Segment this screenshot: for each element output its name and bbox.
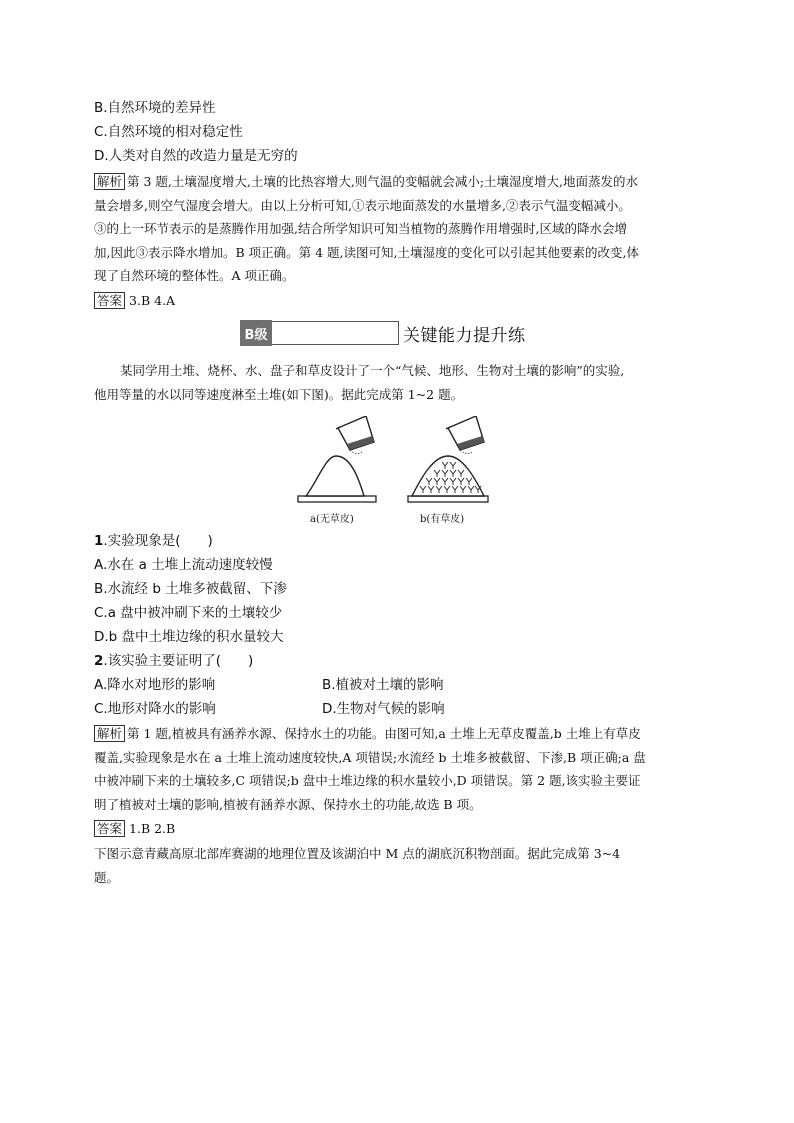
answer-value: 1.B 2.B xyxy=(129,821,176,836)
q1-option-d: D.b 盘中土堆边缘的积水量较大 xyxy=(94,629,284,645)
analysis-line: 解析 第 1 题,植被具有涵养水源、保持水土的功能。由图可知,a 土堆上无草皮覆盖,b 土堆上有草皮 xyxy=(94,722,700,746)
q1-option-b: B.水流经 b 土堆多被截留、下渗 xyxy=(94,581,287,597)
caption-a: a(无草皮) xyxy=(310,514,354,525)
answer-block-2 xyxy=(94,820,175,838)
q2-option-c: C.地形对降水的影响 xyxy=(94,701,216,717)
q1-option-c: C.a 盘中被冲刷下来的土壤较少 xyxy=(94,605,283,621)
analysis-tag: 解析 xyxy=(94,725,125,742)
mound-a-no-grass xyxy=(298,456,376,502)
option-b: B.自然环境的差异性 xyxy=(94,100,216,116)
q2-option-d: D.生物对气候的影响 xyxy=(322,701,445,717)
mound-b-with-grass xyxy=(408,456,488,502)
q2-options-row-2 xyxy=(94,700,594,718)
question-1: 1.实验现象是( ) xyxy=(94,533,213,549)
experiment-figure xyxy=(292,416,502,526)
analysis-line: 加,因此③表示降水增加。B 项正确。第 4 题,读图可知,土壤湿度的变化可以引起其他要素的改变,体 xyxy=(94,244,639,260)
analysis-line: 解析 第 3 题,土壤湿度增大,土壤的比热容增大,则气温的变幅就会减小;土壤湿度增大,地面蒸发的水 xyxy=(94,170,700,194)
analysis-tag: 解析 xyxy=(94,173,125,190)
analysis-line: 量会增多,则空气湿度会增大。由以上分析可知,①表示地面蒸发的水量增多,②表示气温变幅减小。 xyxy=(94,197,631,213)
section-bar xyxy=(272,321,399,345)
answer-tag: 答案 xyxy=(94,820,125,837)
option-d: D.人类对自然的改造力量是无穷的 xyxy=(94,148,298,164)
question-number: 2 xyxy=(94,653,104,669)
q2-options-row-1 xyxy=(94,676,594,694)
analysis-line: 覆盖,实验现象是水在 a 土堆上流动速度较快,A 项错误;水流经 b 土堆多被截留、下渗,B 项正确;a 盘 xyxy=(94,749,646,765)
answer-block-1 xyxy=(94,292,175,310)
stem-line: 题。 xyxy=(94,869,120,885)
q2-option-b: B.植被对土壤的影响 xyxy=(322,677,444,693)
caption-b: b(有草皮) xyxy=(420,514,465,525)
analysis-block-2 xyxy=(94,722,700,816)
answer-value: 3.B 4.A xyxy=(129,293,176,308)
question-number: 1 xyxy=(94,533,104,549)
stem-line: 他用等量的水以同等速度淋至土堆(如下图)。据此完成第 1~2 题。 xyxy=(94,386,464,402)
analysis-block-1 xyxy=(94,170,700,288)
option-c: C.自然环境的相对稳定性 xyxy=(94,124,243,140)
analysis-line: 中被冲刷下来的土壤较多,C 项错误;b 盘中土堆边缘的积水量较小,D 项错误。第 2 题,该实验主要证 xyxy=(94,773,641,788)
level-badge: B级 xyxy=(240,320,272,346)
question-stem-2 xyxy=(94,842,700,889)
section-header xyxy=(240,318,526,348)
answer-tag: 答案 xyxy=(94,292,125,309)
stem-line: 某同学用土堆、烧杯、水、盘子和草皮设计了一个“气候、地形、生物对土壤的影响”的实验, xyxy=(120,363,625,378)
question-stem-1 xyxy=(94,359,700,406)
question-2: 2.该实验主要证明了( ) xyxy=(94,653,254,669)
stem-line: 下图示意青藏高原北部库赛湖的地理位置及该湖泊中 M 点的湖底沉积物剖面。据此完成第 3~4 xyxy=(94,846,621,861)
analysis-line: ③的上一环节表示的是蒸腾作用加强,结合所学知识可知当植物的蒸腾作用增强时,区域的降水会增 xyxy=(94,221,627,236)
analysis-line: 现了自然环境的整体性。A 项正确。 xyxy=(94,268,295,283)
q2-option-a: A.降水对地形的影响 xyxy=(94,677,216,693)
analysis-line: 明了植被对土壤的影响,植被有涵养水源、保持水土的功能,故选 B 项。 xyxy=(94,796,482,812)
beaker-left-icon xyxy=(336,416,374,454)
beaker-right-icon xyxy=(446,416,484,454)
q1-option-a: A.水在 a 土堆上流动速度较慢 xyxy=(94,557,273,573)
section-title: 关键能力提升练 xyxy=(403,325,526,346)
